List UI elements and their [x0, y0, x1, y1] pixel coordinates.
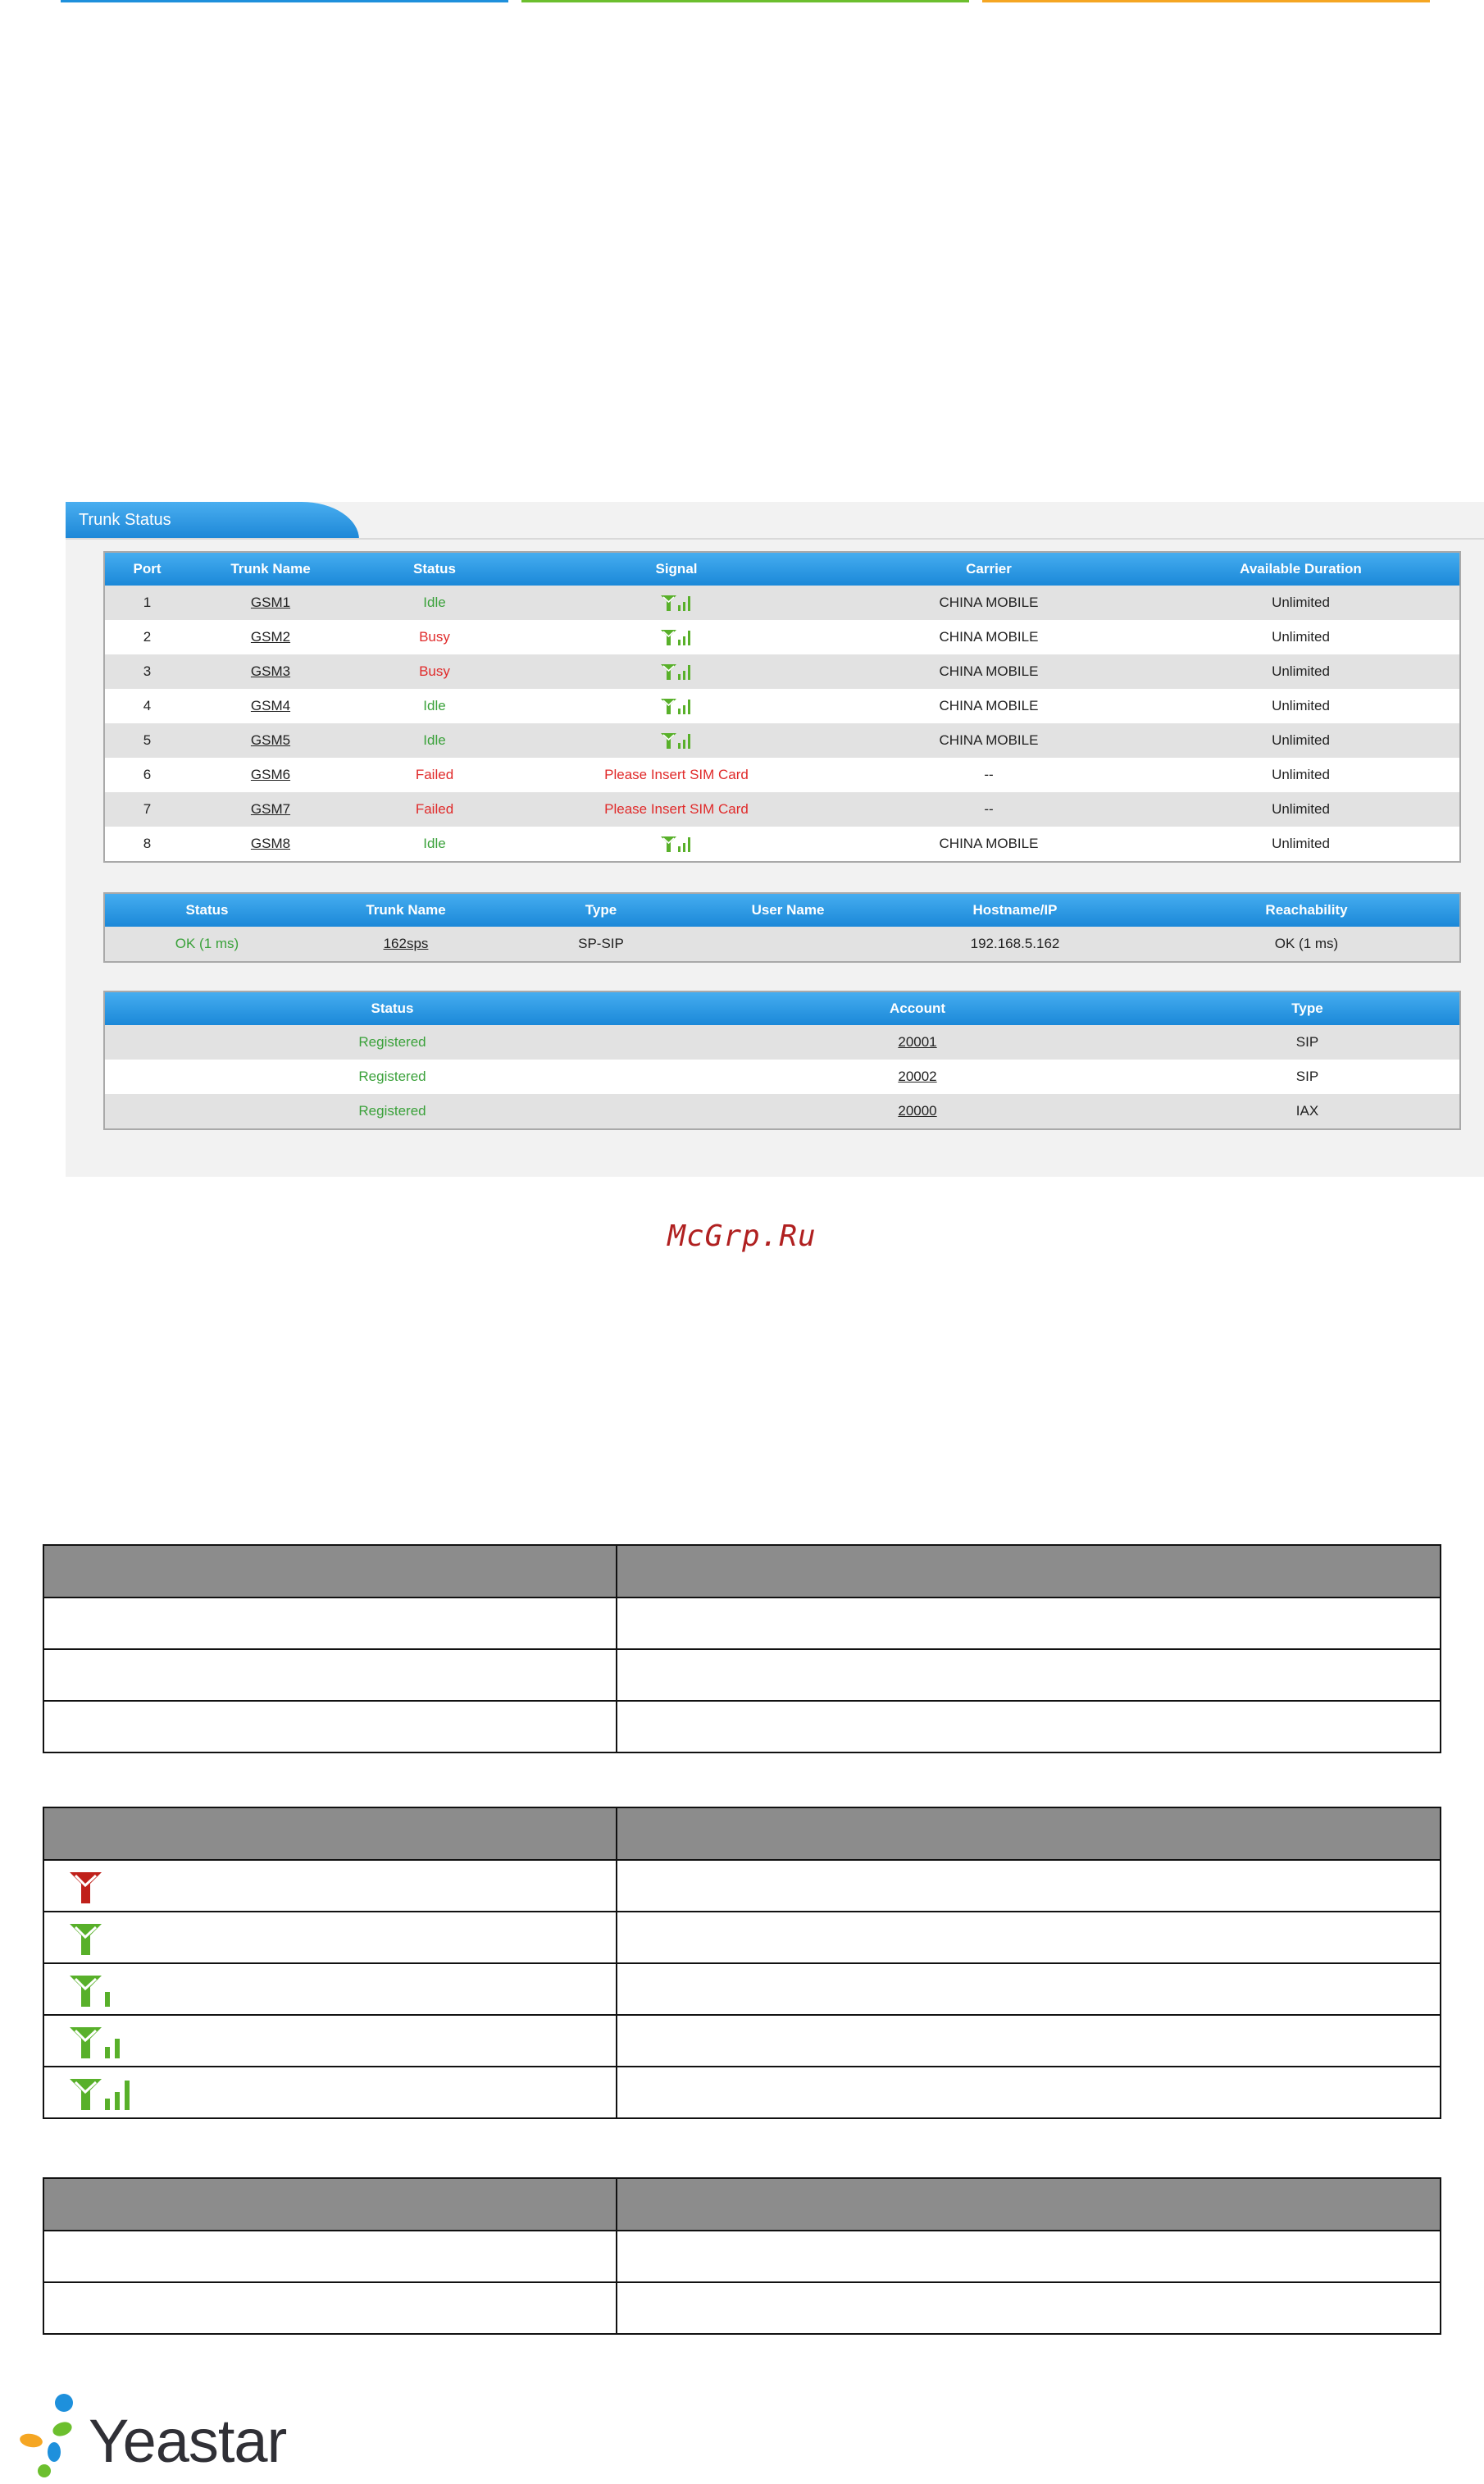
trunk-name-cell — [189, 827, 352, 862]
signal-0-bars-icon — [67, 1919, 108, 1957]
port-number: 5 — [104, 723, 189, 758]
column-header: Signal — [517, 552, 835, 586]
account-link[interactable]: 20001 — [898, 1034, 937, 1050]
trunk-name-link[interactable]: GSM4 — [250, 698, 291, 713]
column-header: Status — [104, 893, 309, 927]
signal-1-bar-icon — [67, 1971, 125, 2008]
account-table — [103, 991, 1461, 1130]
trunk-name-cell — [189, 792, 352, 827]
column-header: Trunk Name — [189, 552, 352, 586]
port-number: 6 — [104, 758, 189, 792]
port-number: 7 — [104, 792, 189, 827]
sp-trunk-link[interactable]: 162sps — [383, 936, 429, 951]
trunk-status: Idle — [352, 689, 517, 723]
trunk-name-link[interactable]: GSM5 — [250, 732, 291, 748]
signal-text: Please Insert SIM Card — [517, 792, 835, 827]
carrier: CHINA MOBILE — [835, 723, 1142, 758]
port-number: 3 — [104, 654, 189, 689]
sp-trunk-table — [103, 892, 1461, 963]
trunk-name-cell — [189, 758, 352, 792]
carrier: CHINA MOBILE — [835, 827, 1142, 862]
account-status: Registered — [104, 1025, 680, 1060]
sp-hostname: 192.168.5.162 — [876, 927, 1154, 962]
sp-status: OK (1 ms) — [104, 927, 309, 962]
account-type: SIP — [1155, 1025, 1460, 1060]
trunk-name-link[interactable]: GSM2 — [250, 629, 291, 645]
available-duration: Unlimited — [1142, 689, 1460, 723]
available-duration: Unlimited — [1142, 792, 1460, 827]
table-row — [104, 689, 1460, 723]
carrier: CHINA MOBILE — [835, 654, 1142, 689]
sp-trunk-name-cell — [309, 927, 503, 962]
account-cell — [680, 1025, 1155, 1060]
carrier: -- — [835, 758, 1142, 792]
trunk-status: Idle — [352, 723, 517, 758]
available-duration: Unlimited — [1142, 758, 1460, 792]
available-duration: Unlimited — [1142, 654, 1460, 689]
available-duration: Unlimited — [1142, 827, 1460, 862]
table-row — [43, 1598, 1441, 1649]
panel-header — [66, 502, 1484, 540]
trunk-name-link[interactable]: GSM8 — [250, 836, 291, 851]
table-row — [43, 1701, 1441, 1752]
carrier: CHINA MOBILE — [835, 689, 1142, 723]
top-color-bars — [61, 0, 1430, 5]
table-row — [43, 2231, 1441, 2282]
available-duration: Unlimited — [1142, 620, 1460, 654]
top-bar-orange — [982, 0, 1430, 2]
trunk-name-link[interactable]: GSM1 — [250, 595, 291, 610]
carrier: CHINA MOBILE — [835, 586, 1142, 620]
trunk-status: Busy — [352, 654, 517, 689]
trunk-status: Busy — [352, 620, 517, 654]
trunk-name-cell — [189, 723, 352, 758]
carrier: -- — [835, 792, 1142, 827]
trunk-name-cell — [189, 586, 352, 620]
table-row — [104, 586, 1460, 620]
trunk-status-panel — [66, 502, 1484, 1177]
table-row — [104, 654, 1460, 689]
column-header: Status — [104, 991, 680, 1025]
table-row — [43, 2067, 1441, 2118]
table-row — [104, 758, 1460, 792]
column-header: Status — [352, 552, 517, 586]
watermark-text: McGrp.Ru — [667, 1219, 817, 1253]
table-row — [104, 827, 1460, 862]
signal-3-bars-icon — [67, 2074, 144, 2112]
signal-cell — [517, 827, 835, 862]
gsm-trunk-table — [103, 551, 1461, 863]
table-row — [104, 792, 1460, 827]
available-duration: Unlimited — [1142, 586, 1460, 620]
signal-2-bars-icon — [67, 2022, 134, 2060]
signal-cell — [517, 620, 835, 654]
trunk-name-link[interactable]: GSM3 — [250, 663, 291, 679]
column-header: Reachability — [1154, 893, 1460, 927]
signal-cell — [517, 654, 835, 689]
column-header: User Name — [699, 893, 876, 927]
table-row — [43, 1963, 1441, 2015]
panel-divider — [66, 538, 1484, 540]
top-bar-blue — [61, 0, 508, 2]
account-cell — [680, 1094, 1155, 1129]
account-type: IAX — [1155, 1094, 1460, 1129]
sp-reachability: OK (1 ms) — [1154, 927, 1460, 962]
signal-4-bars-icon — [660, 835, 693, 853]
account-type: SIP — [1155, 1060, 1460, 1094]
trunk-name-link[interactable]: GSM6 — [250, 767, 291, 782]
carrier: CHINA MOBILE — [835, 620, 1142, 654]
port-number: 2 — [104, 620, 189, 654]
table-row — [43, 1649, 1441, 1701]
signal-4-bars-icon — [660, 594, 693, 612]
account-link[interactable]: 20002 — [898, 1069, 937, 1084]
column-header: Carrier — [835, 552, 1142, 586]
port-number: 4 — [104, 689, 189, 723]
table-row — [104, 927, 1460, 962]
signal-4-bars-icon — [660, 663, 693, 681]
trunk-status: Idle — [352, 827, 517, 862]
table-row — [104, 1094, 1460, 1129]
account-cell — [680, 1060, 1155, 1094]
trunk-name-cell — [189, 620, 352, 654]
yeastar-logo-icon — [15, 2390, 89, 2480]
column-header: Type — [503, 893, 699, 927]
column-header: Port — [104, 552, 189, 586]
column-header: Available Duration — [1142, 552, 1460, 586]
port-number: 1 — [104, 586, 189, 620]
account-link[interactable]: 20000 — [898, 1103, 937, 1119]
column-header: Hostname/IP — [876, 893, 1154, 927]
account-status: Registered — [104, 1060, 680, 1094]
trunk-name-cell — [189, 654, 352, 689]
table-row — [43, 2282, 1441, 2334]
table-header-row — [104, 552, 1460, 586]
table-row — [104, 620, 1460, 654]
signal-legend-table — [43, 1807, 1441, 2119]
table-row — [104, 1025, 1460, 1060]
sp-user-name — [699, 927, 876, 962]
signal-4-bars-icon — [660, 732, 693, 750]
doc-table-3 — [43, 2177, 1441, 2335]
table-header-row — [43, 1807, 1441, 1860]
table-header-row — [104, 893, 1460, 927]
column-header: Type — [1155, 991, 1460, 1025]
table-row — [104, 1060, 1460, 1094]
trunk-name-cell — [189, 689, 352, 723]
signal-cell — [517, 689, 835, 723]
table-header-row — [43, 1545, 1441, 1598]
signal-4-bars-icon — [660, 628, 693, 646]
sp-type: SP-SIP — [503, 927, 699, 962]
available-duration: Unlimited — [1142, 723, 1460, 758]
column-header: Account — [680, 991, 1155, 1025]
table-row — [104, 723, 1460, 758]
trunk-status: Failed — [352, 792, 517, 827]
table-header-row — [43, 2178, 1441, 2231]
column-header: Trunk Name — [309, 893, 503, 927]
trunk-status: Failed — [352, 758, 517, 792]
table-row — [43, 1860, 1441, 1912]
panel-title: Trunk Status — [79, 511, 171, 529]
doc-table-1 — [43, 1544, 1441, 1753]
table-row — [43, 1912, 1441, 1963]
trunk-name-link[interactable]: GSM7 — [250, 801, 291, 817]
signal-4-bars-icon — [660, 697, 693, 715]
yeastar-logo — [15, 2390, 294, 2480]
table-row — [43, 2015, 1441, 2067]
account-status: Registered — [104, 1094, 680, 1129]
trunk-status: Idle — [352, 586, 517, 620]
signal-text: Please Insert SIM Card — [517, 758, 835, 792]
port-number: 8 — [104, 827, 189, 862]
logo-text: Yeastar — [89, 2407, 287, 2475]
signal-none-icon — [67, 1867, 108, 1905]
signal-cell — [517, 723, 835, 758]
signal-cell — [517, 586, 835, 620]
top-bar-green — [521, 0, 969, 2]
table-header-row — [104, 991, 1460, 1025]
